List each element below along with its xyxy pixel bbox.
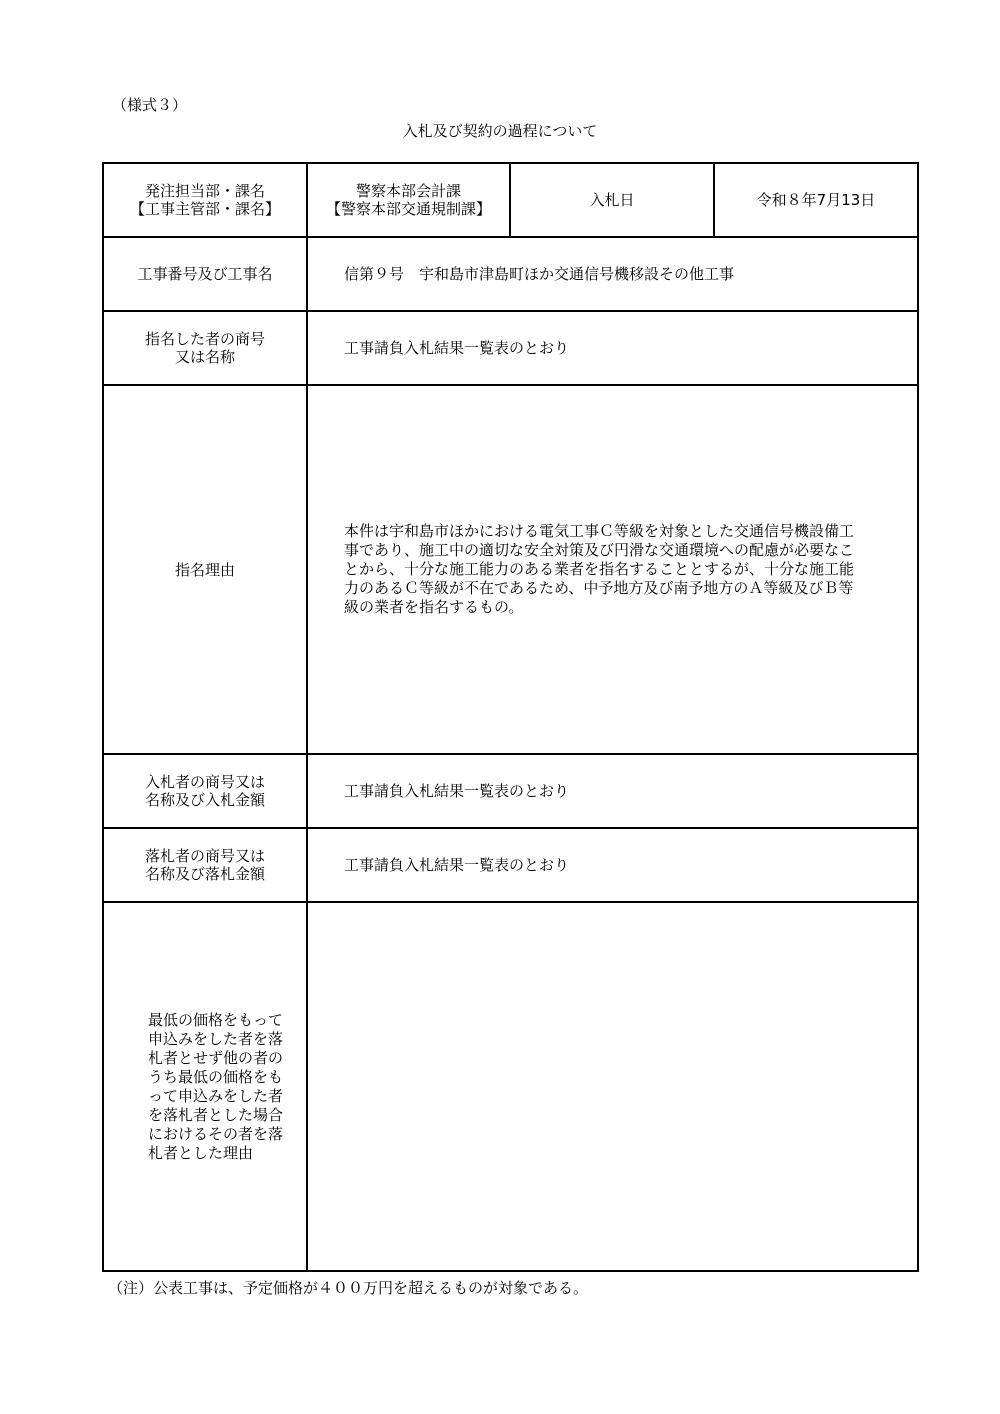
bidders-label-line-1: 入札者の商号又は — [144, 773, 265, 791]
dept-label-line-1: 発注担当部・課名 — [144, 182, 265, 200]
dept-label-cell — [103, 163, 307, 237]
designated-row — [103, 311, 918, 385]
bid-date-label: 入札日 — [510, 163, 714, 237]
designated-label-cell — [103, 311, 307, 385]
work-name-row — [103, 237, 918, 311]
reason-text-cell — [307, 385, 918, 754]
procurement-process-table — [102, 162, 919, 1272]
winner-label-cell — [103, 828, 307, 902]
work-name-label: 工事番号及び工事名 — [103, 237, 307, 311]
lowest-label-line: うち最低の価格をも — [148, 1067, 284, 1086]
designated-label-line-2: 又は名称 — [174, 348, 235, 366]
reason-line: 級の業者を指名するもの。 — [344, 598, 524, 616]
reason-row — [103, 385, 918, 754]
lowest-price-row — [103, 902, 918, 1271]
reason-label: 指名理由 — [103, 385, 307, 754]
winner-label-line-1: 落札者の商号又は — [144, 847, 265, 865]
dept-value-cell — [307, 163, 510, 237]
header-row — [103, 163, 918, 237]
lowest-label-line: 最低の価格をもって — [148, 1010, 284, 1029]
lowest-price-label-cell — [103, 902, 307, 1271]
winner-row — [103, 828, 918, 902]
reason-line: 事であり、施工中の適切な安全対策及び円滑な交通環境への配慮が必要なこ — [344, 541, 855, 559]
footnote: （注）公表工事は、予定価格が４００万円を超えるものが対象である。 — [108, 1279, 589, 1297]
winner-value: 工事請負入札結果一覧表のとおり — [307, 828, 918, 902]
dept-label-line-2: 【工事主管部・課名】 — [129, 200, 280, 218]
lowest-label-line: におけるその者を落 — [148, 1124, 284, 1143]
reason-line: とから、十分な施工能力のある業者を指名することとするが、十分な施工能 — [344, 560, 855, 578]
reason-line: 本件は宇和島市ほかにおける電気工事Ｃ等級を対象とした交通信号機設備工 — [344, 522, 855, 540]
bid-date-value: 令和８年7月13日 — [714, 163, 918, 237]
lowest-label-line: 札者とせず他の者の — [148, 1048, 284, 1067]
bidders-row — [103, 754, 918, 828]
dept-value-line-1: 警察本部会計課 — [355, 182, 461, 200]
dept-value-line-2: 【警察本部交通規制課】 — [325, 200, 491, 218]
bidders-label-cell — [103, 754, 307, 828]
designated-label-line-1: 指名した者の商号 — [144, 330, 265, 348]
lowest-label-line: 札者とした理由 — [148, 1143, 254, 1162]
lowest-label-line: って申込みをした者 — [148, 1086, 284, 1105]
reason-line: 力のあるＣ等級が不在であるため、中予地方及び南予地方のＡ等級及びＢ等 — [344, 579, 854, 597]
bidders-value: 工事請負入札結果一覧表のとおり — [307, 754, 918, 828]
lowest-label-line: 申込みをした者を落 — [148, 1029, 284, 1048]
designated-value: 工事請負入札結果一覧表のとおり — [307, 311, 918, 385]
document-title: 入札及び契約の過程について — [402, 122, 598, 140]
form-number: （様式３） — [112, 96, 188, 114]
bidders-label-line-2: 名称及び入札金額 — [144, 791, 265, 809]
work-name-value: 信第９号 宇和島市津島町ほか交通信号機移設その他工事 — [307, 237, 918, 311]
lowest-price-value — [307, 902, 918, 1271]
lowest-label-line: を落札者とした場合 — [148, 1105, 284, 1124]
winner-label-line-2: 名称及び落札金額 — [144, 865, 265, 883]
